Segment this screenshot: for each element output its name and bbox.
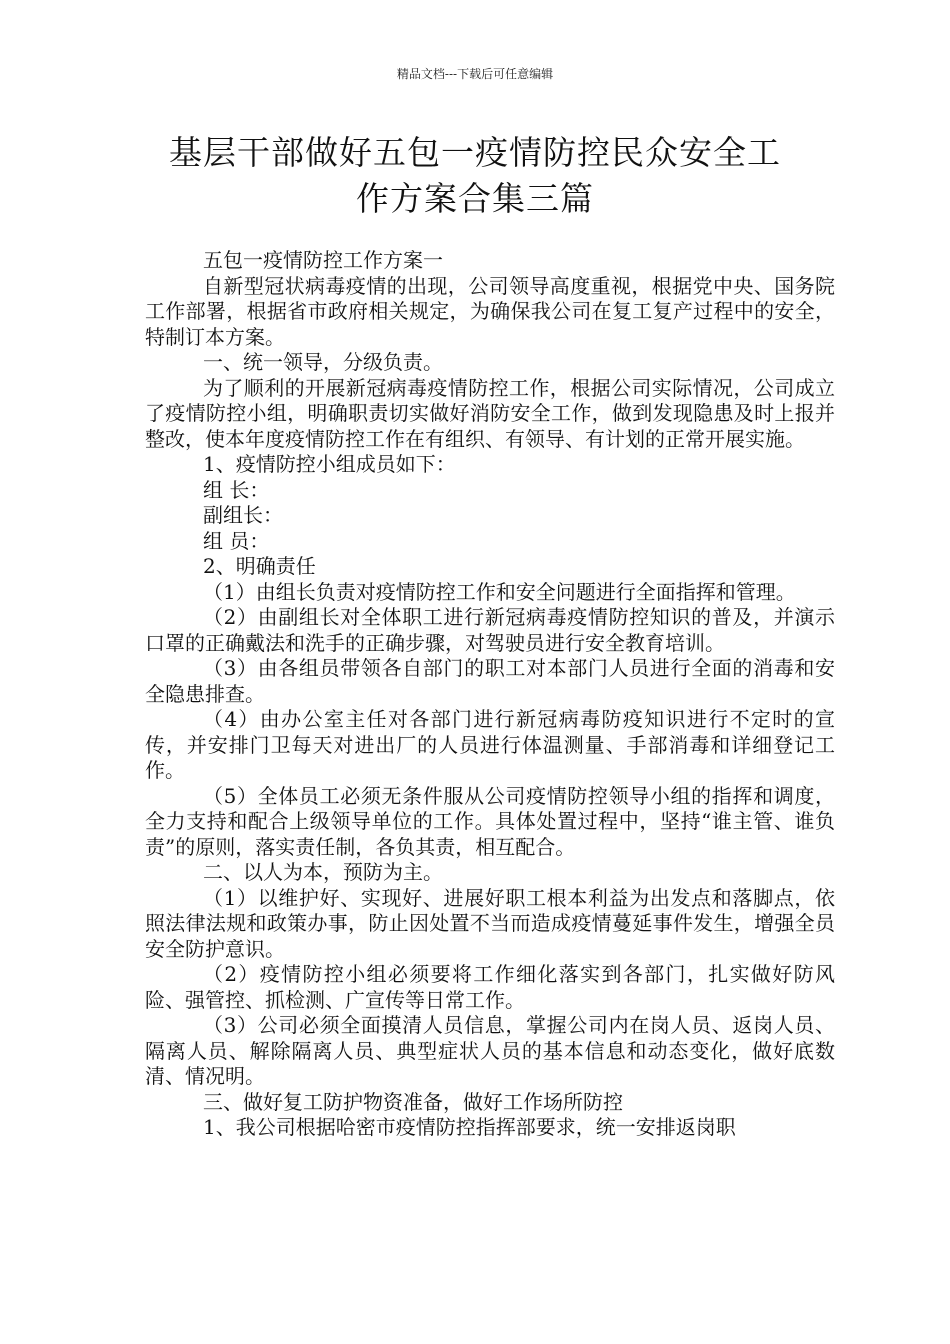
section-heading: 二、以人为本，预防为主。 [203,860,443,884]
title-line-2: 作方案合集三篇 [356,179,594,218]
list-heading: 2、明确责任 [203,554,316,578]
document-body [145,248,835,1141]
paragraph: （1）由组长负责对疫情防控工作和安全问题进行全面指挥和管理。 [203,579,796,604]
paragraph: （4）由办公室主任对各部门进行新冠病毒防疫知识进行不定时的宣传，并安排门卫每天对进出厂的人员进行体温测量、手部消毒和详细登记工作。 [145,707,835,782]
member-line: 组 长： [203,477,270,502]
member-line: 组 员： [203,528,270,553]
paragraph: （1）以维护好、实现好、进展好职工根本利益为出发点和落脚点，依照法律法规和政策办事，防止因处置不当而造成疫情蔓延事件发生，增强全员安全防护意识。 [145,885,835,961]
paragraph: （3）公司必须全面摸清人员信息，掌握公司内在岗人员、返岗人员、隔离人员、解除隔离人员、典型症状人员的基本信息和动态变化，做好底数清、情况明。 [145,1013,835,1088]
paragraph: 1、我公司根据哈密市疫情防控指挥部要求，统一安排返岗职 [203,1115,736,1139]
title-line-1: 基层干部做好五包一疫情防控民众安全工 [169,133,781,172]
header-note: 精品文档---下载后可任意编辑 [396,67,554,81]
paragraph: 为了顺利的开展新冠病毒疫情防控工作，根据公司实际情况，公司成立了疫情防控小组，明确职责切实做好消防安全工作，做到发现隐患及时上报并整改，使本年度疫情防控工作在有组织、有领导、有计划的正常开展实施。 [145,375,835,451]
paragraph: 自新型冠状病毒疫情的出现，公司领导高度重视，根据党中央、国务院工作部署，根据省市政府相关规定，为确保我公司在复工复产过程中的安全，特制订本方案。 [145,273,835,349]
paragraph: （3）由各组员带领各自部门的职工对本部门人员进行全面的消毒和安全隐患排查。 [145,656,835,706]
document-title [150,130,800,222]
paragraph: （2）由副组长对全体职工进行新冠病毒疫情防控知识的普及，并演示口罩的正确戴法和洗手的正确步骤，对驾驶员进行安全教育培训。 [145,605,835,655]
list-heading: 1、疫情防控小组成员如下： [203,452,456,476]
section-heading: 五包一疫情防控工作方案一 [203,248,443,272]
section-heading: 三、做好复工防护物资准备，做好工作场所防控 [203,1089,623,1114]
paragraph: （2）疫情防控小组必须要将工作细化落实到各部门，扎实做好防风险、强管控、抓检测、广宣传等日常工作。 [145,962,835,1012]
section-heading: 一、统一领导，分级负责。 [203,350,443,374]
paragraph: （5）全体员工必须无条件服从公司疫情防控领导小组的指挥和调度，全力支持和配合上级领导单位的工作。具体处置过程中，坚持“谁主管、谁负责”的原则，落实责任制，各负其责，相互配合。 [145,783,835,859]
member-line: 副组长： [203,503,283,527]
